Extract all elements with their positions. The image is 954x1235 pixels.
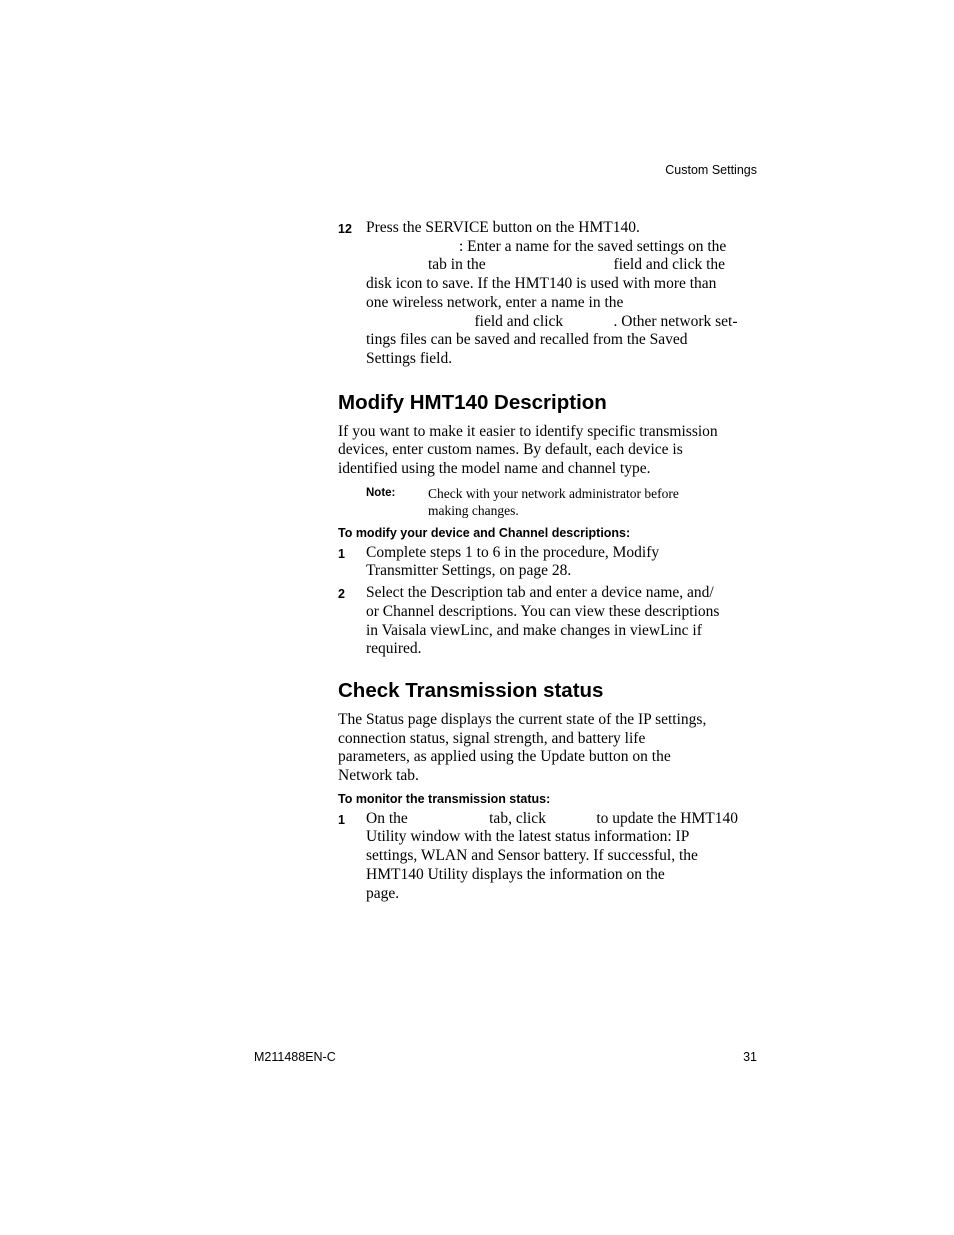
running-header: Custom Settings: [665, 163, 757, 177]
footer-doc-id: M211488EN-C: [254, 1050, 336, 1064]
step-number: 1: [338, 546, 345, 561]
step-number: 12: [338, 222, 352, 236]
list-item: 2 Select the Description tab and enter a device name, and/ or Channel descriptions. You can view these descriptions in Vaisala viewLinc, and make changes in viewLinc if required.: [338, 584, 720, 658]
note-label: Note:: [366, 486, 396, 499]
page-content: [338, 219, 758, 903]
step-number: 1: [338, 812, 345, 827]
footer-page-number: 31: [743, 1050, 757, 1064]
step-number: 2: [338, 587, 345, 602]
list-item: 1 Complete steps 1 to 6 in the procedure, Modify Transmitter Settings, on page 28.: [338, 543, 660, 580]
procedure-heading: To modify your device and Channel descriptions:: [338, 525, 631, 540]
section-2-intro: The Status page displays the current state of the IP settings, connection status, signal strength, and battery life parameters, as applied using the Update button on the Network tab.: [338, 710, 707, 785]
section-heading-modify-description: Modify HMT140 Description: [338, 390, 607, 414]
section-heading-check-status: Check Transmission status: [338, 678, 604, 702]
section-1-intro: If you want to make it easier to identify specific transmission devices, enter custom names. By default, each device is identified using the model name and channel type.: [338, 422, 718, 478]
note: Note: Check with your network administrator before making changes.: [366, 485, 679, 518]
list-item: 1 On the tab, click to update the HMT140 Utility window with the latest status information: IP settings, WLAN and Sensor battery. If successful, the HMT140 Utility displays the information on the page.: [338, 809, 738, 902]
step-12: [338, 219, 758, 369]
step-12-text: Press the SERVICE button on the HMT140. : Enter a name for the saved settings on the tab in the field and click the disk icon to save. If the HMT140 is used with more than one wireless network, enter a name in the field and click . Other network set- tings files can be saved and recalled from the Saved Settings field.: [366, 219, 738, 367]
procedure-heading: To monitor the transmission status:: [338, 791, 551, 806]
